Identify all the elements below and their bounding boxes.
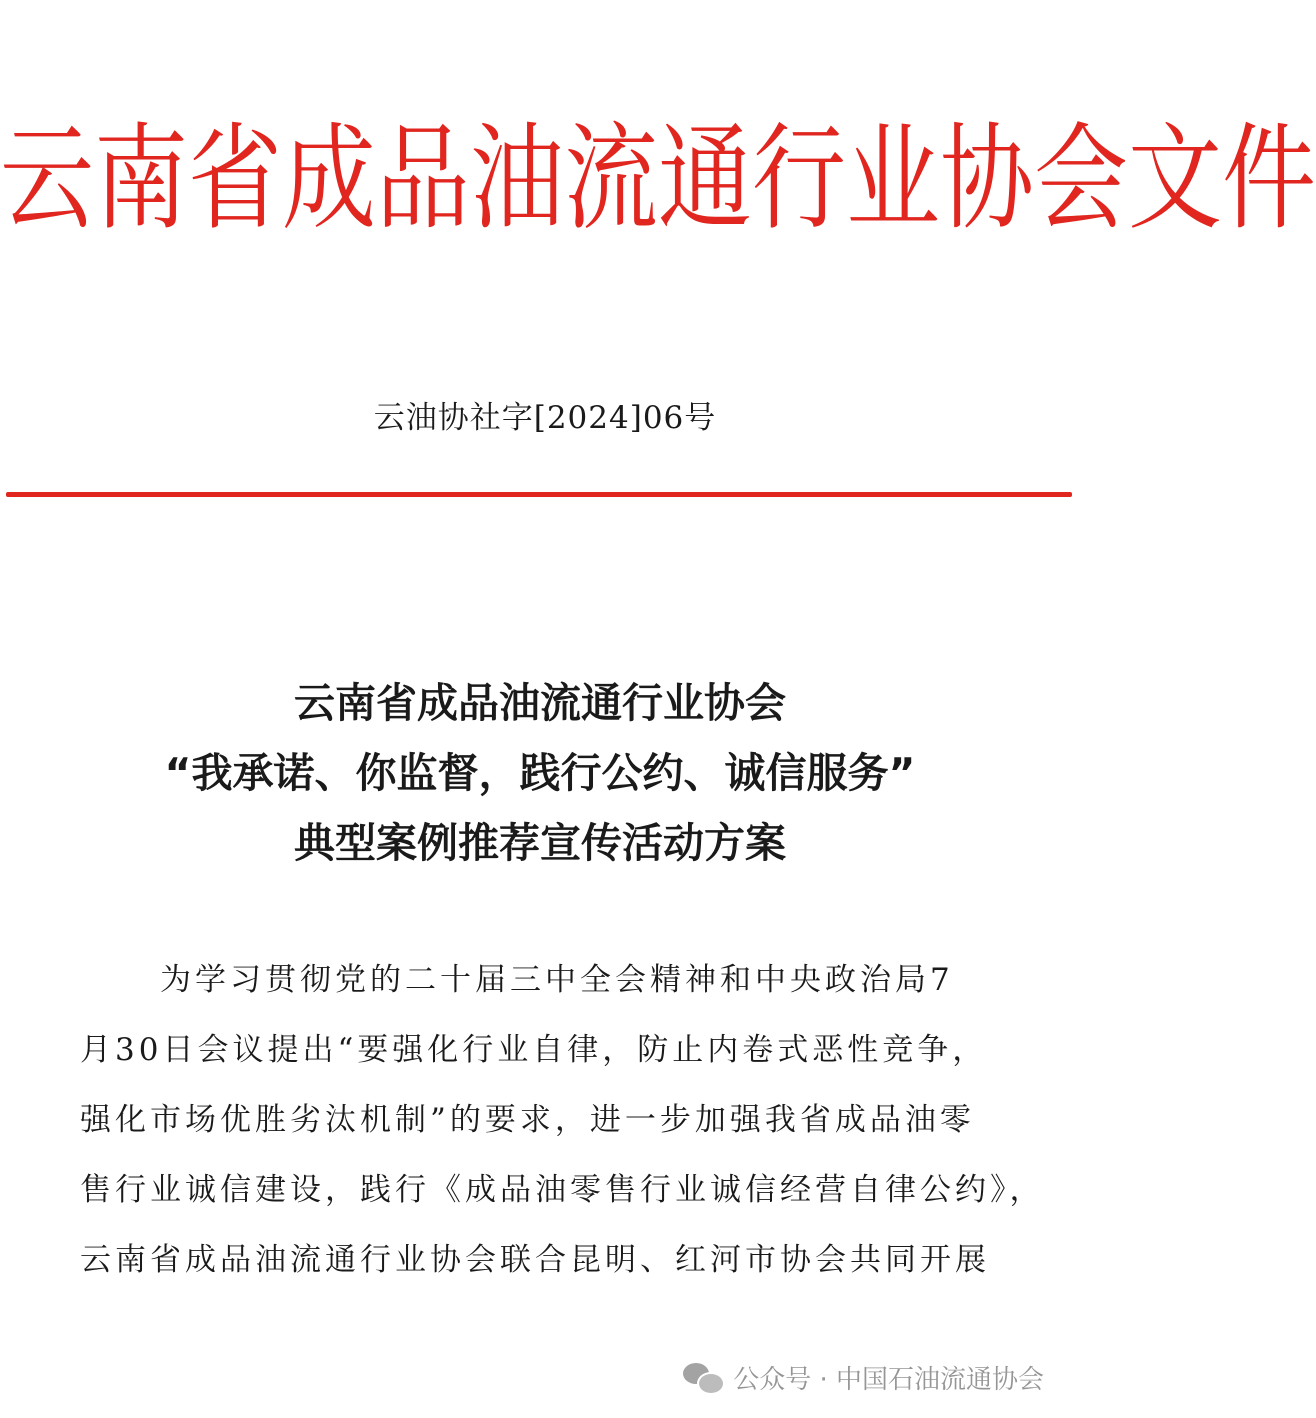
body-line-3: 强化市场优胜劣汰机制”的要求，进一步加强我省成品油零 [80, 1102, 975, 1138]
document-title [0, 668, 1080, 878]
masthead-title: 云南省成品油流通行业协会文件 [0, 112, 1316, 246]
document-title-line-1: 云南省成品油流通行业协会 [294, 679, 786, 727]
watermark-text: 公众号 · 中国石油流通协会 [733, 1364, 1044, 1395]
document-title-line-3: 典型案例推荐宣传活动方案 [294, 819, 786, 867]
wechat-watermark [683, 1357, 1044, 1397]
document-title-line-2: “我承诺、你监督，践行公约、诚信服务” [164, 749, 916, 797]
document-number: 云油协社字[2024]06号 [373, 400, 717, 436]
body-line-5: 云南省成品油流通行业协会联合昆明、红河市协会共同开展 [80, 1242, 990, 1278]
red-divider-line [6, 492, 1072, 497]
body-paragraph [80, 945, 1045, 1295]
body-line-1: 为学习贯彻党的二十届三中全会精神和中央政治局7 [160, 962, 954, 998]
body-line-2: 月30日会议提出“要强化行业自律，防止内卷式恶性竞争， [80, 1032, 988, 1068]
wechat-icon [683, 1361, 723, 1393]
body-line-4: 售行业诚信建设，践行《成品油零售行业诚信经营自律公约》， [80, 1172, 1045, 1208]
